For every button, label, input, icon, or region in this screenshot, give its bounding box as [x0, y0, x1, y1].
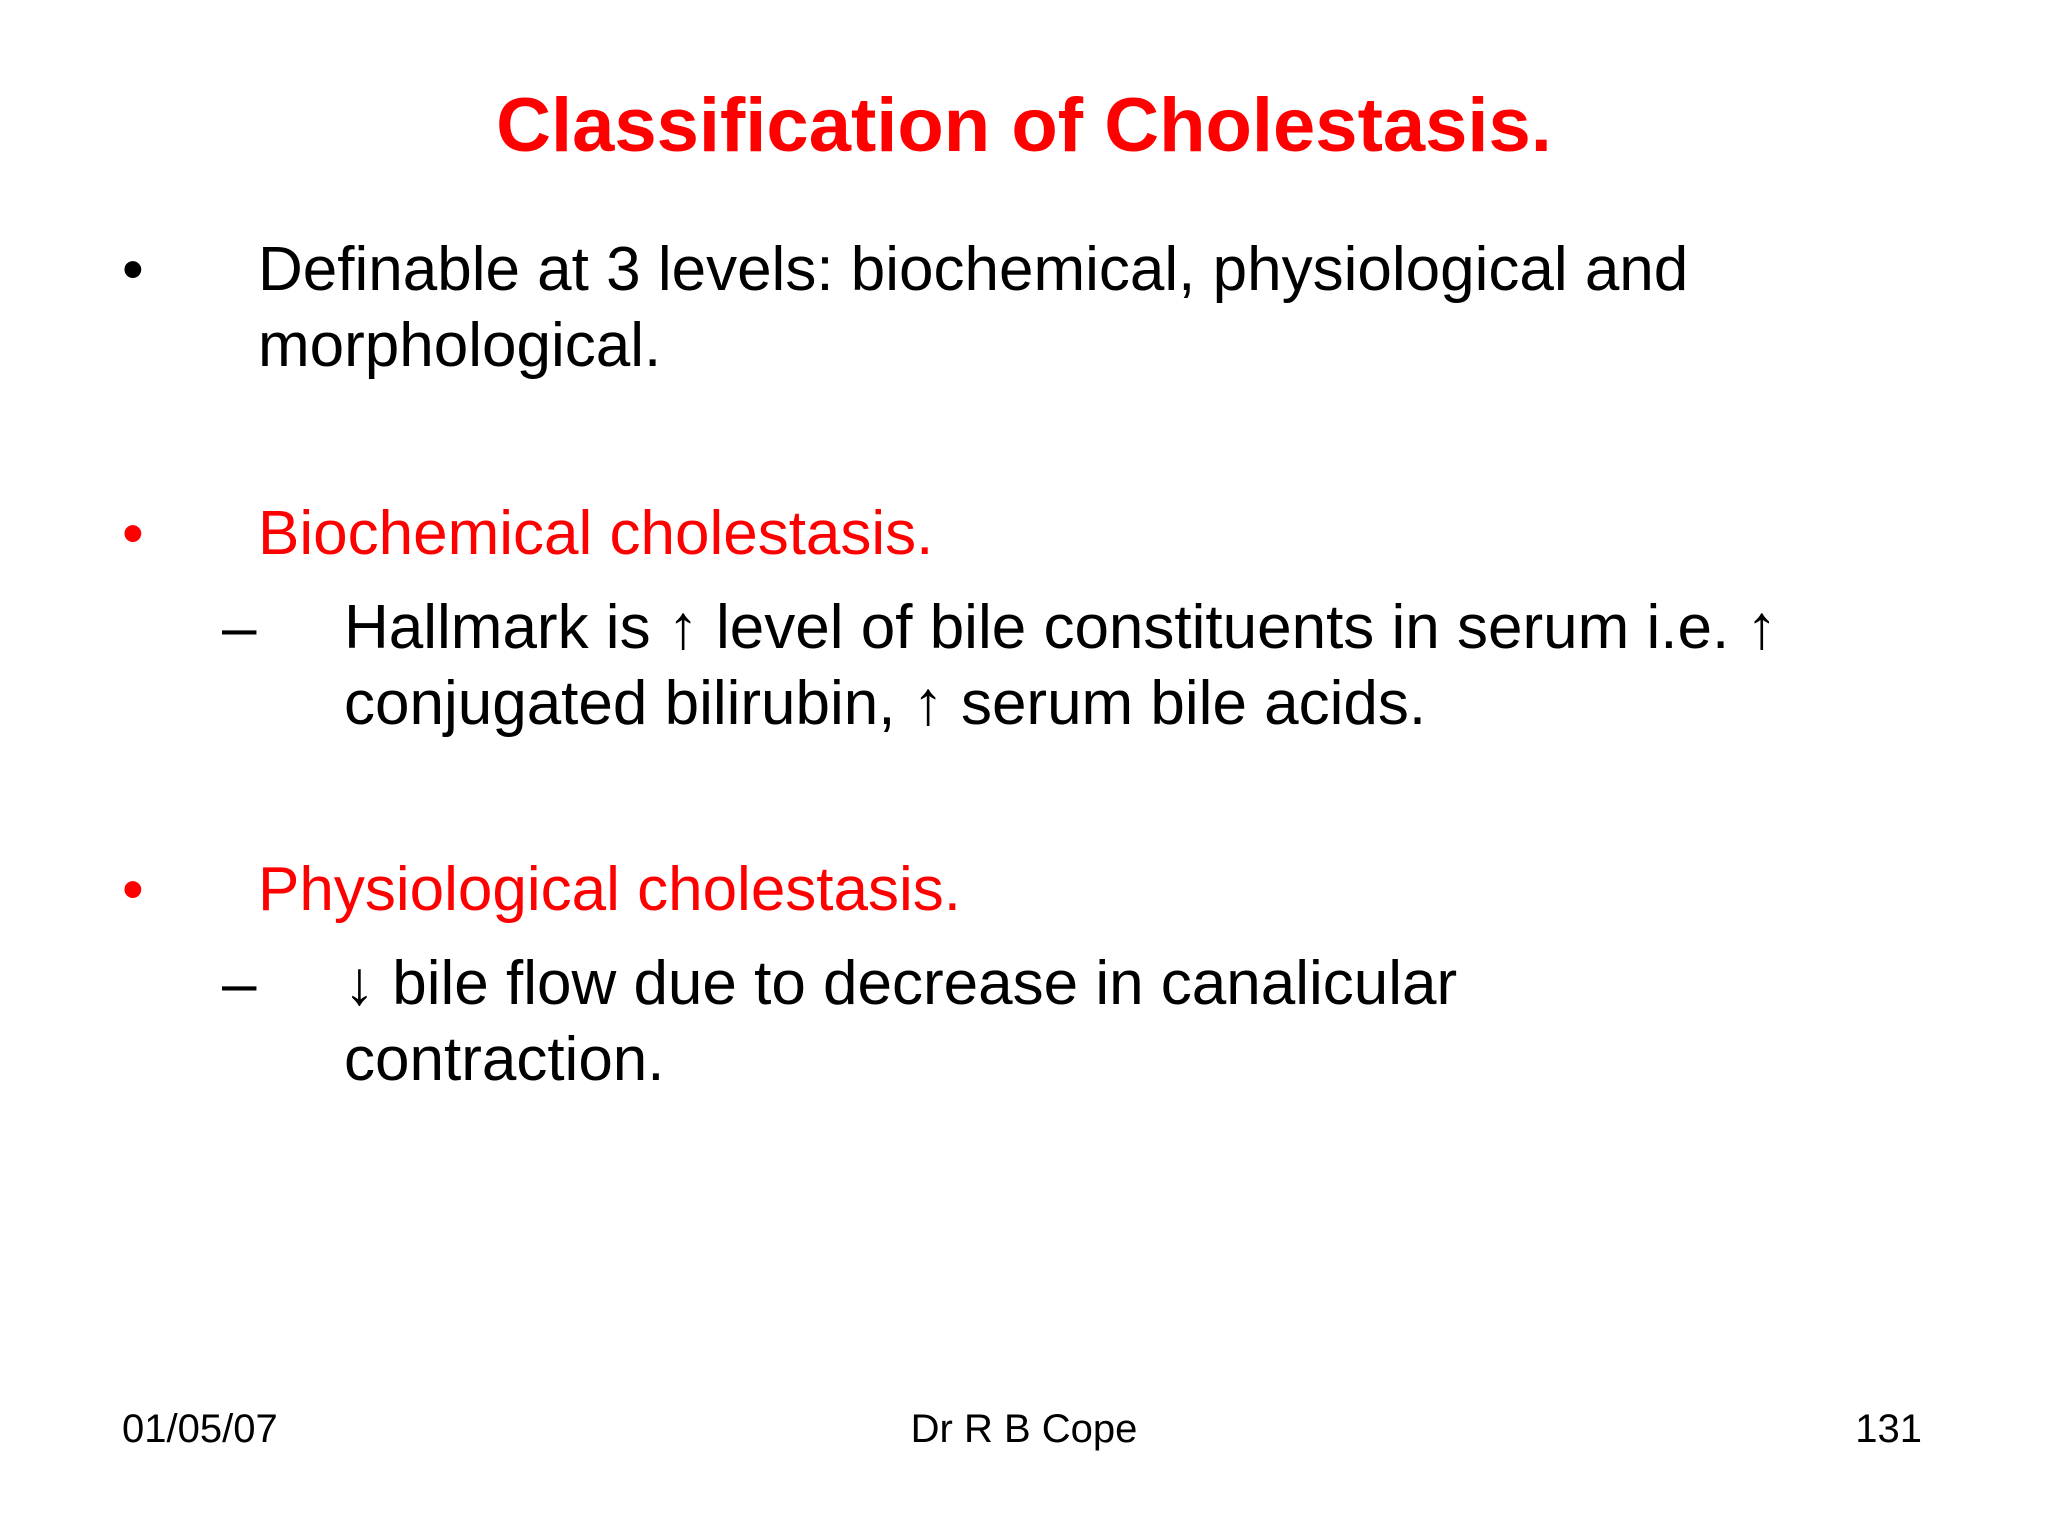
subbullet-text-line1: Hallmark is ↑ level of bile constituents in serum i.e. ↑ [344, 593, 1778, 662]
footer-page-number: 131 [1855, 1407, 1922, 1451]
bullet-marker: • [122, 855, 144, 924]
bullet-text: Physiological cholestasis. [258, 855, 962, 924]
bullet-text: Biochemical cholestasis. [258, 499, 934, 568]
subbullet-text-line1: ↓ bile flow due to decrease in canalicular [344, 949, 1458, 1018]
bullet-marker: • [122, 499, 144, 568]
bullet-text-line2: morphological. [258, 311, 662, 380]
bullet-marker: • [122, 235, 144, 304]
footer-author: Dr R B Cope [910, 1407, 1138, 1451]
subbullet-marker: – [222, 949, 257, 1018]
subbullet-text [344, 590, 1944, 742]
bullet-text-line1: Definable at 3 levels: biochemical, physiological and [258, 235, 1689, 304]
bullet-text [258, 232, 1938, 384]
subbullet-text [344, 946, 1944, 1098]
slide-title: Classification of Cholestasis. [496, 83, 1552, 168]
subbullet-text-line2: conjugated bilirubin, ↑ serum bile acids. [344, 669, 1427, 738]
subbullet-text-line2: contraction. [344, 1025, 665, 1094]
footer-date: 01/05/07 [122, 1407, 278, 1451]
subbullet-marker: – [222, 593, 257, 662]
